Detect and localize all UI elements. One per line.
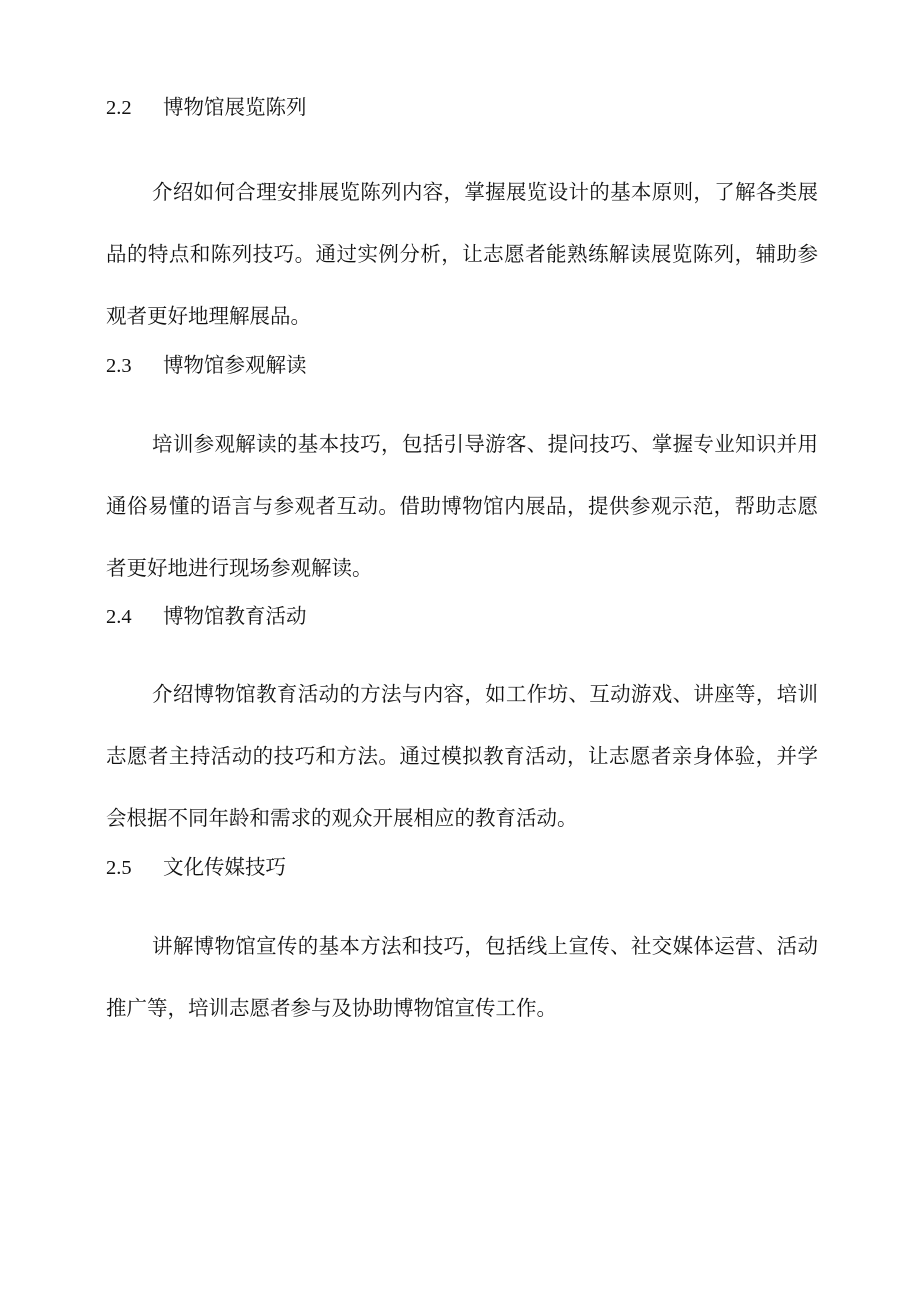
section-heading-2-4	[106, 601, 307, 631]
section-paragraph-2-4: 介绍博物馆教育活动的方法与内容，如工作坊、互动游戏、讲座等，培训志愿者主持活动的技巧和方法。通过模拟教育活动，让志愿者亲身体验，并学会根据不同年龄和需求的观众开展相应的教育活动。	[106, 682, 818, 830]
section-number: 2.3	[106, 355, 132, 377]
section-number: 2.2	[106, 97, 132, 119]
section-paragraph-2-3: 培训参观解读的基本技巧，包括引导游客、提问技巧、掌握专业知识并用通俗易懂的语言与参观者互动。借助博物馆内展品，提供参观示范，帮助志愿者更好地进行现场参观解读。	[106, 432, 818, 580]
section-heading-2-2	[106, 92, 307, 122]
section-title: 博物馆参观解读	[163, 353, 307, 377]
section-number: 2.4	[106, 606, 132, 628]
section-heading-2-5	[106, 852, 286, 882]
section-title: 博物馆教育活动	[163, 604, 307, 628]
section-heading-2-3	[106, 350, 307, 380]
section-title: 博物馆展览陈列	[163, 95, 307, 119]
section-number: 2.5	[106, 857, 132, 879]
section-paragraph-2-2: 介绍如何合理安排展览陈列内容，掌握展览设计的基本原则，了解各类展品的特点和陈列技巧。通过实例分析，让志愿者能熟练解读展览陈列，辅助参观者更好地理解展品。	[106, 180, 818, 328]
section-title: 文化传媒技巧	[163, 855, 286, 879]
section-paragraph-2-5: 讲解博物馆宣传的基本方法和技巧，包括线上宣传、社交媒体运营、活动推广等，培训志愿者参与及协助博物馆宣传工作。	[106, 934, 818, 1020]
